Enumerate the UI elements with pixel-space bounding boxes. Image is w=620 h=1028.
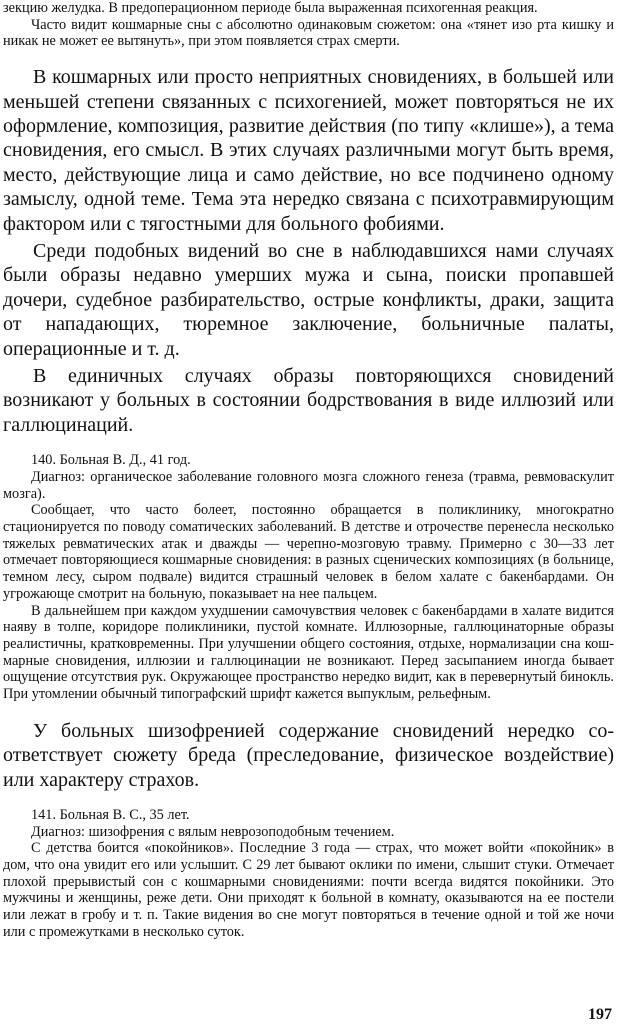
case-141-title: 141. Больная В. С., 35 лет.: [31, 806, 190, 823]
paragraph-schizophrenia: У больных шизофренией содержание сновидений нередко соответствует сюжету бреда (преследование, физическое воздействие) или характеру страхов.: [3, 719, 614, 791]
case-140-later: В дальнейшем при каждом ухудшении самочувствия человек с бакенбардами в халате видится наяву в толпе, коридоре поликлиники, пустой комнате. Иллюзорные, галлюцинаторные образы реалистичны, кратковременны. При улучшении общего состояния, отдыхе, нормализации сна кошмарные сновидения, иллюзии и галлюцинации не возникают. Перед засыпанием иногда бывает ощущение отсутствия рук. Окружающее пространство нередко видит, как в перевернутый бинокль. При утомлении обычный типографский шрифт кажется выпуклым, рельефным.: [3, 602, 614, 703]
page-number: 197: [588, 1006, 612, 1023]
case-140-title: 140. Больная В. Д., 41 год.: [31, 452, 191, 469]
case-141-diagnosis: Диагноз: шизофрения с вялым неврозоподобным течением.: [31, 823, 395, 840]
case-141-report: С детства боится «покойников». Последние 3 года — страх, что может войти «покойник» в дом, что она увидит его или услышит. С 29 лет бывают оклики по имени, слышит стуки. Отмечает плохой прерывистый сон с кошмарными сновидениями: почти всегда видятся покойники. Это мужчины и женщины, реже дети. Они приходят к больной в комнату, оказываются на ее постели или лежат в гробу и т. п. Такие видения во сне могут повторяться в течение одной и той же ночи или с промежутками в несколько суток.: [3, 840, 614, 940]
nightmare-note: Часто видит кошмарные сны с абсолютно одинаковым сюжетом: она «тянет изо рта кишку и никак не может ее вытянуть», при этом появляется страх смерти.: [3, 16, 614, 50]
case-140-diagnosis: Диагноз: органическое заболевание головного мозга сложного генеза (травма, ревмоваскулит мозга).: [3, 468, 614, 502]
paragraph-repeating-theme: В кошмарных или просто неприятных сновидениях, в большей или меньшей степени связанных с психогенией, может повторяться не их оформление, композиция, развитие действия (по типу «клише»), а тема сновидения, его смысл. В этих случаях различными могут быть время, место, действующие лица и само действие, но все подчинено одному замыслу, одной теме. Тема эта нередко связана с психотравмирующим фактором или с тягостными для больного фобиями.: [3, 66, 614, 235]
paragraph-waking-images: В единичных случаях образы повторяющихся сновидений возникают у больных в состоянии бодрствования в виде иллюзий или галлюцинаций.: [3, 364, 614, 436]
case-140-report: Сообщает, что часто болеет, постоянно обращается в поликлинику, многократно стационируется по поводу соматических заболеваний. В детстве и отрочестве перенесла несколько тяжелых ревматических атак и дважды — черепно-мозговую травму. Примерно с 30—33 лет отмечает повторяющиеся кошмарные сновидения: в разных сценических композициях (в больнице, темном лесу, сыром подвале) видится страшный человек в белом халате с бакенбардами. Он угрожающе смотрит на больную, показывает на нее пальцем.: [3, 502, 614, 602]
paragraph-dream-images: Среди подобных видений во сне в наблюдавшихся нами случаях были образы недавно умерших мужа и сына, поиски пропавшей дочери, судебное разбирательство, острые конфликты, драки, защита от нападающих, тюремное заключение, больничные палаты, операционные и т. д.: [3, 239, 614, 360]
continuation-text: зекцию желудка. В предоперационном периоде была выраженная психогенная реакция.: [3, 0, 538, 16]
